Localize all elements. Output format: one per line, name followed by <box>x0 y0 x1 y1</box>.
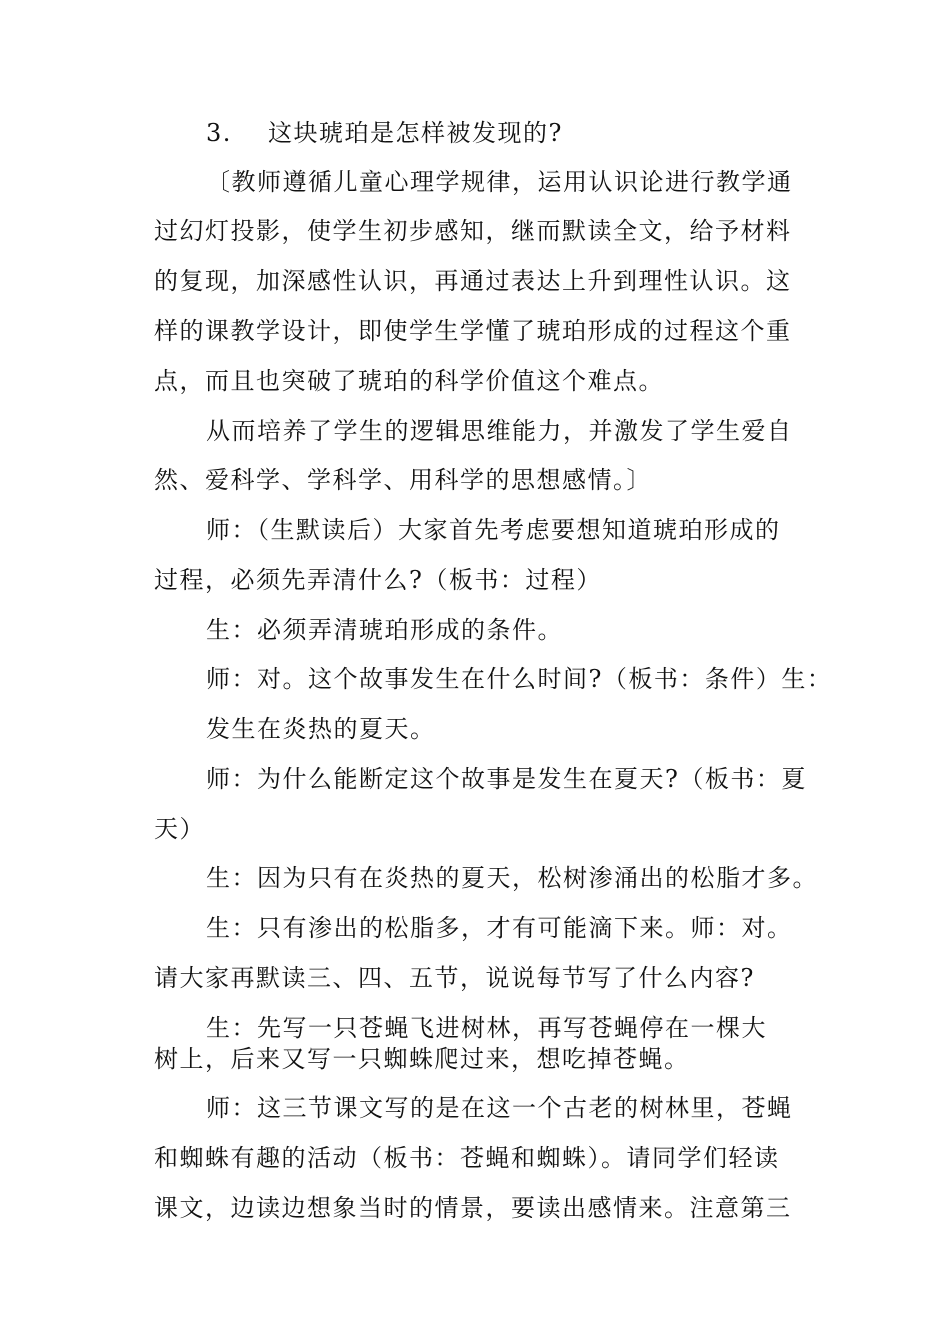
text-line: 天） <box>154 815 205 843</box>
text-line: 生：先写一只苍蝇飞进树林，再写苍蝇停在一棵大 <box>206 1014 767 1042</box>
text-line: 然、爱科学、学科学、用科学的思想感情。〕 <box>154 466 652 494</box>
text-line: 课文，边读边想象当时的情景，要读出感情来。注意第三 <box>154 1194 792 1222</box>
text-line: 师：（生默读后）大家首先考虑要想知道琥珀形成的 <box>206 516 781 544</box>
text-line: 〔教师遵循儿童心理学规律，运用认识论进行教学通 <box>206 168 793 196</box>
text-line: 发生在炎热的夏天。 <box>206 715 436 743</box>
text-line: 师：这三节课文写的是在这一个古老的树林里，苍蝇 <box>206 1094 793 1122</box>
text-line: 生：因为只有在炎热的夏天，松树渗涌出的松脂才多。 <box>206 864 818 892</box>
text-line: 点，而且也突破了琥珀的科学价值这个难点。 <box>154 367 664 395</box>
heading-text: 这块琥珀是怎样被发现的? <box>268 119 563 147</box>
text-line: 的复现，加深感性认识，再通过表达上升到理性认识。这 <box>154 267 792 295</box>
text-line: 生：只有渗出的松脂多，才有可能滴下来。师：对。 <box>206 914 793 942</box>
heading-line <box>206 118 563 148</box>
text-line: 过幻灯投影，使学生初步感知，继而默读全文，给予材料 <box>154 217 792 245</box>
text-line: 从而培养了学生的逻辑思维能力，并激发了学生爱自 <box>206 417 793 445</box>
text-line: 树上，后来又写一只蜘蛛爬过来，想吃掉苍蝇。 <box>154 1045 690 1073</box>
text-line: 过程，必须先弄清什么?（板书：过程） <box>154 566 602 594</box>
text-line: 样的课教学设计，即使学生学懂了琥珀形成的过程这个重 <box>154 317 792 345</box>
text-line: 师：对。这个故事发生在什么时间?（板书：条件）生： <box>206 665 833 693</box>
text-line: 生：必须弄清琥珀形成的条件。 <box>206 616 563 644</box>
text-line: 和蜘蛛有趣的活动（板书：苍蝇和蜘蛛）。请同学们轻读 <box>154 1144 780 1172</box>
heading-number: 3. <box>206 119 232 147</box>
text-line: 师：为什么能断定这个故事是发生在夏天?（板书：夏 <box>206 765 807 793</box>
text-line: 请大家再默读三、四、五节，说说每节写了什么内容? <box>154 964 755 992</box>
